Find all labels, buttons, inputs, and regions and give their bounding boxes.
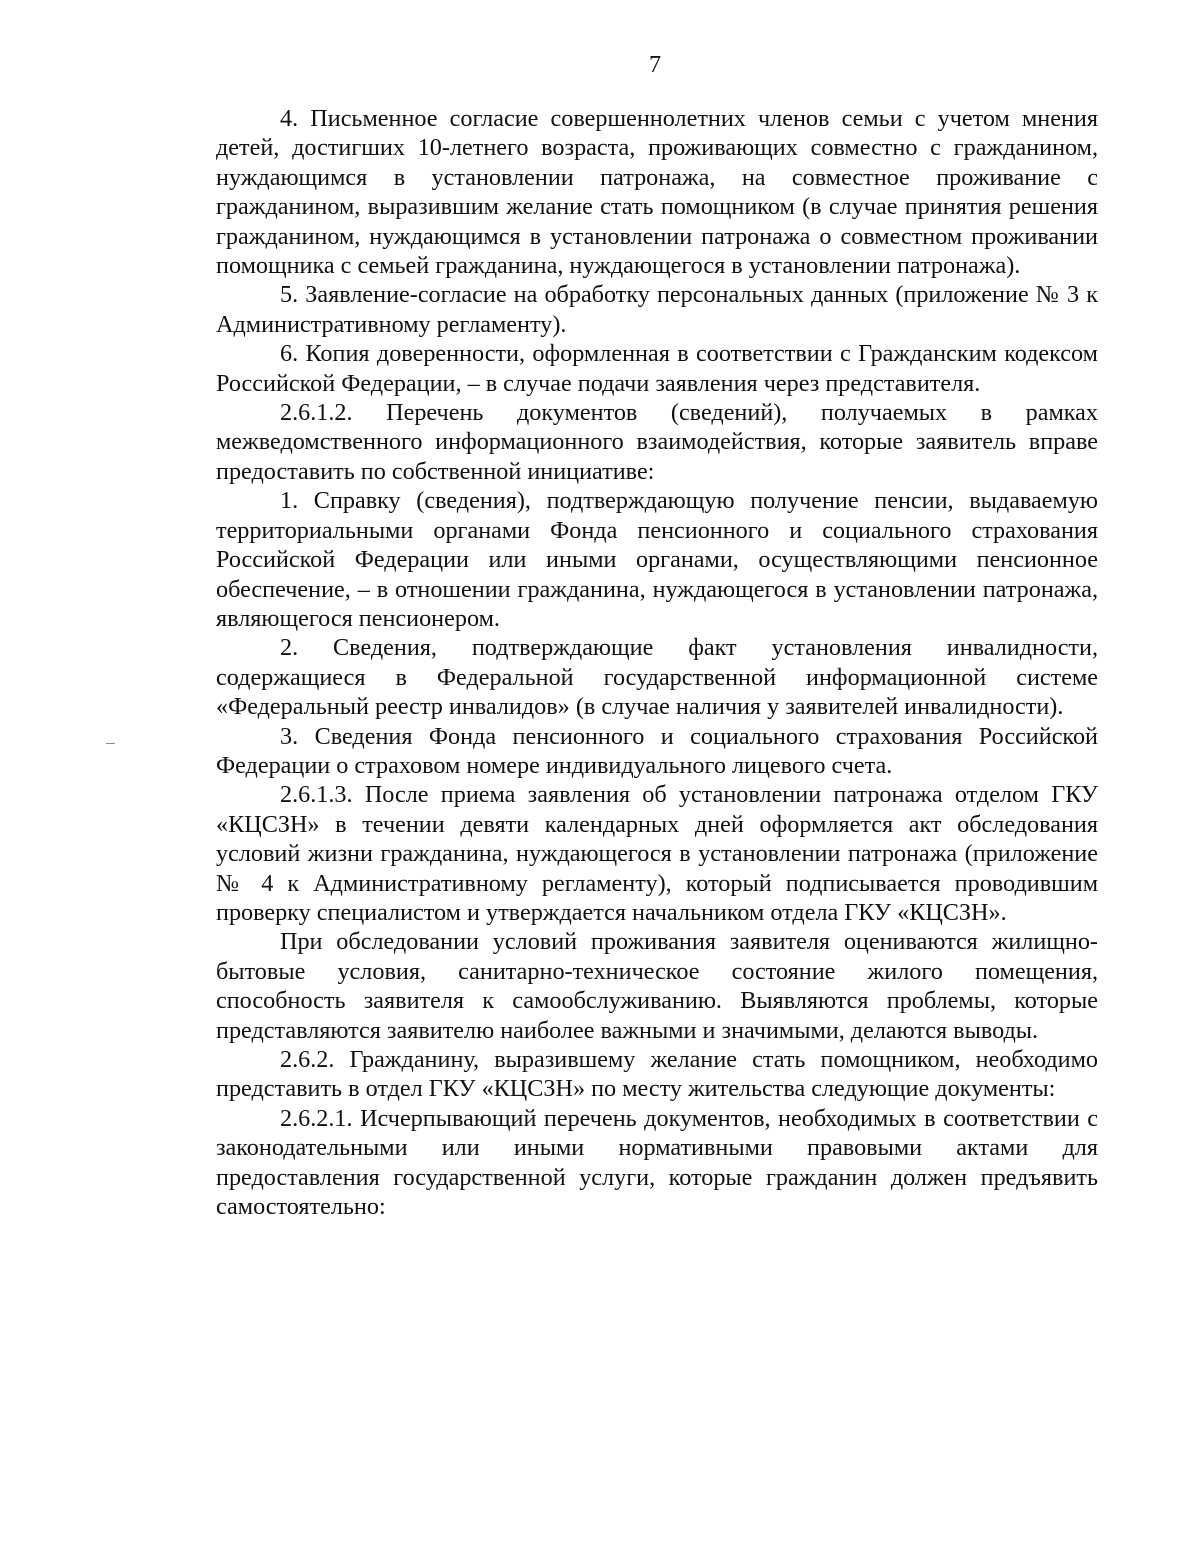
paragraph-insurance-number: 3. Сведения Фонда пенсионного и социального страхования Российской Федерации о страховом номере индивидуального лицевого счета. (216, 722, 1098, 779)
page-number: 7 (649, 52, 661, 78)
paragraph-personal-data-consent: 5. Заявление-согласие на обработку персональных данных (приложение № 3 к Административному регламенту). (216, 281, 1098, 338)
paragraph-disability-info: 2. Сведения, подтверждающие факт установления инвалидности, содержащиеся в Федеральной государственной информационной системе «Федеральный реестр инвалидов» (в случае наличия у заявителей инвалидности). (216, 634, 1098, 721)
scan-margin-mark (106, 743, 115, 744)
paragraph-living-conditions: При обследовании условий проживания заявителя оцениваются жилищно-бытовые условия, санитарно-техническое состояние жилого помещения, способность заявителя к самообслуживанию. Выявляются проблемы, которые представляются заявителю наиболее важными и значимыми, делаются выводы. (216, 928, 1098, 1044)
paragraph-consent-family: 4. Письменное согласие совершеннолетних членов семьи с учетом мнения детей, достигших 10-летнего возраста, проживающих совместно с гражданином, нуждающимся в установлении патронажа, на совместное проживание с гражданином, выразившим желание стать помощником (в случае принятия решения гражданином, нуждающимся в установлении патронажа о совместном проживании помощника с семьей гражданина, нуждающегося в установлении патронажа). (216, 105, 1098, 280)
paragraph-pension-certificate: 1. Справку (сведения), подтверждающую получение пенсии, выдаваемую территориальными органами Фонда пенсионного и социального страхования Российской Федерации или иными органами, осуществляющими пенсионное обеспечение, – в отношении гражданина, нуждающегося в установлении патронажа, являющегося пенсионером. (216, 487, 1098, 632)
paragraph-section-2-6-1-3: 2.6.1.3. После приема заявления об установлении патронажа отделом ГКУ «КЦСЗН» в течении девяти календарных дней оформляется акт обследования условий жизни гражданина, нуждающегося в установлении патронажа (приложение № 4 к Административному регламенту), который подписывается проводившим проверку специалистом и утверждается начальником отдела ГКУ «КЦСЗН». (216, 781, 1098, 926)
document-body (216, 104, 1098, 1221)
paragraph-section-2-6-2-1: 2.6.2.1. Исчерпывающий перечень документов, необходимых в соответствии с законодательными или иными нормативными правовыми актами для предоставления государственной услуги, которые гражданин должен предъявить самостоятельно: (216, 1104, 1098, 1221)
paragraph-section-2-6-1-2: 2.6.1.2. Перечень документов (сведений), получаемых в рамках межведомственного информационного взаимодействия, которые заявитель вправе предоставить по собственной инициативе: (216, 399, 1098, 485)
paragraph-power-of-attorney: 6. Копия доверенности, оформленная в соответствии с Гражданским кодексом Российской Федерации, – в случае подачи заявления через представителя. (216, 340, 1098, 397)
paragraph-section-2-6-2: 2.6.2. Гражданину, выразившему желание стать помощником, необходимо представить в отдел ГКУ «КЦСЗН» по месту жительства следующие документы: (216, 1046, 1098, 1103)
